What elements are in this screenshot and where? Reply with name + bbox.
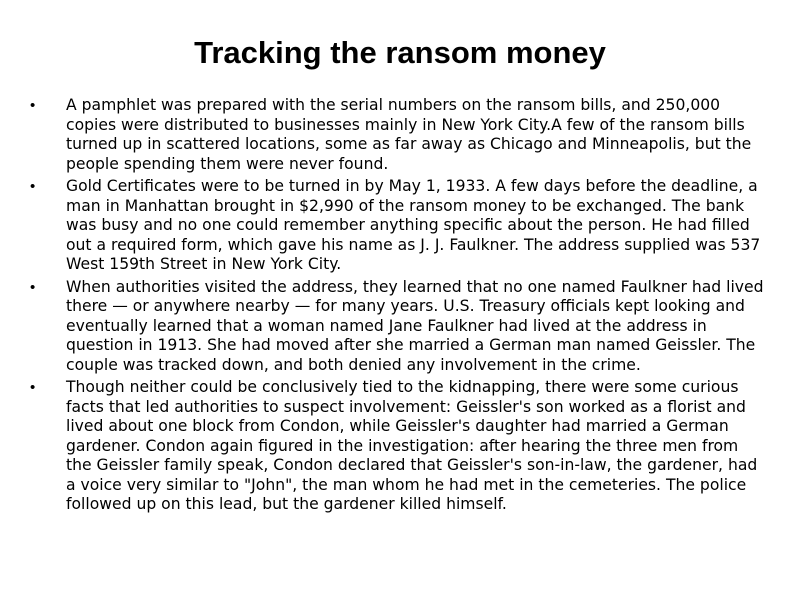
bullet-marker: • [30,278,36,296]
bullet-list [30,96,765,518]
bullet-item [30,378,765,515]
bullet-marker: • [30,178,36,195]
bullet-item [30,278,765,376]
slide-title: Tracking the ransom money [194,35,606,70]
bullet-item [30,177,765,275]
bullet-text: Gold Certificates were to be turned in by May 1, 1933. A few days before the deadline, a man in Manhattan brought in $2,990 of the ransom money to be exchanged. The bank was busy and no one could remember anything specific about the person. He had filled out a required form, which gave his name as J. J. Faulkner. The address supplied was 537 West 159th Street in New York City. [66,177,761,273]
bullet-text: When authorities visited the address, they learned that no one named Faulkner had lived there — or anywhere nearby — for many years. U.S. Treasury officials kept looking and eventually learned that a woman named Jane Faulkner had lived at the address in question in 1913. She had moved after she married a German man named Geissler. The couple was tracked down, and both denied any involvement in the crime. [66,277,764,374]
bullet-marker: • [30,379,36,396]
bullet-text: A pamphlet was prepared with the serial numbers on the ransom bills, and 250,000 copies were distributed to businesses mainly in New York City.A few of the ransom bills turned up in scattered locations, some as far away as Chicago and Minneapolis, but the people spending them were never found. [66,96,752,173]
bullet-text: Though neither could be conclusively tied to the kidnapping, there were some curious facts that led authorities to suspect involvement: Geissler's son worked as a florist and lived about one block from Condon, while Geissler's daughter had married a German gardener. Condon again figured in the investigation: after hearing the three men from the Geissler family speak, Condon declared that Geissler's son-in-law, the gardener, had a voice very similar to "John", the man whom he had met in the cemeteries. The police followed up on this lead, but the gardener killed himself. [66,378,758,513]
bullet-marker: • [30,97,36,114]
bullet-item [30,96,765,174]
